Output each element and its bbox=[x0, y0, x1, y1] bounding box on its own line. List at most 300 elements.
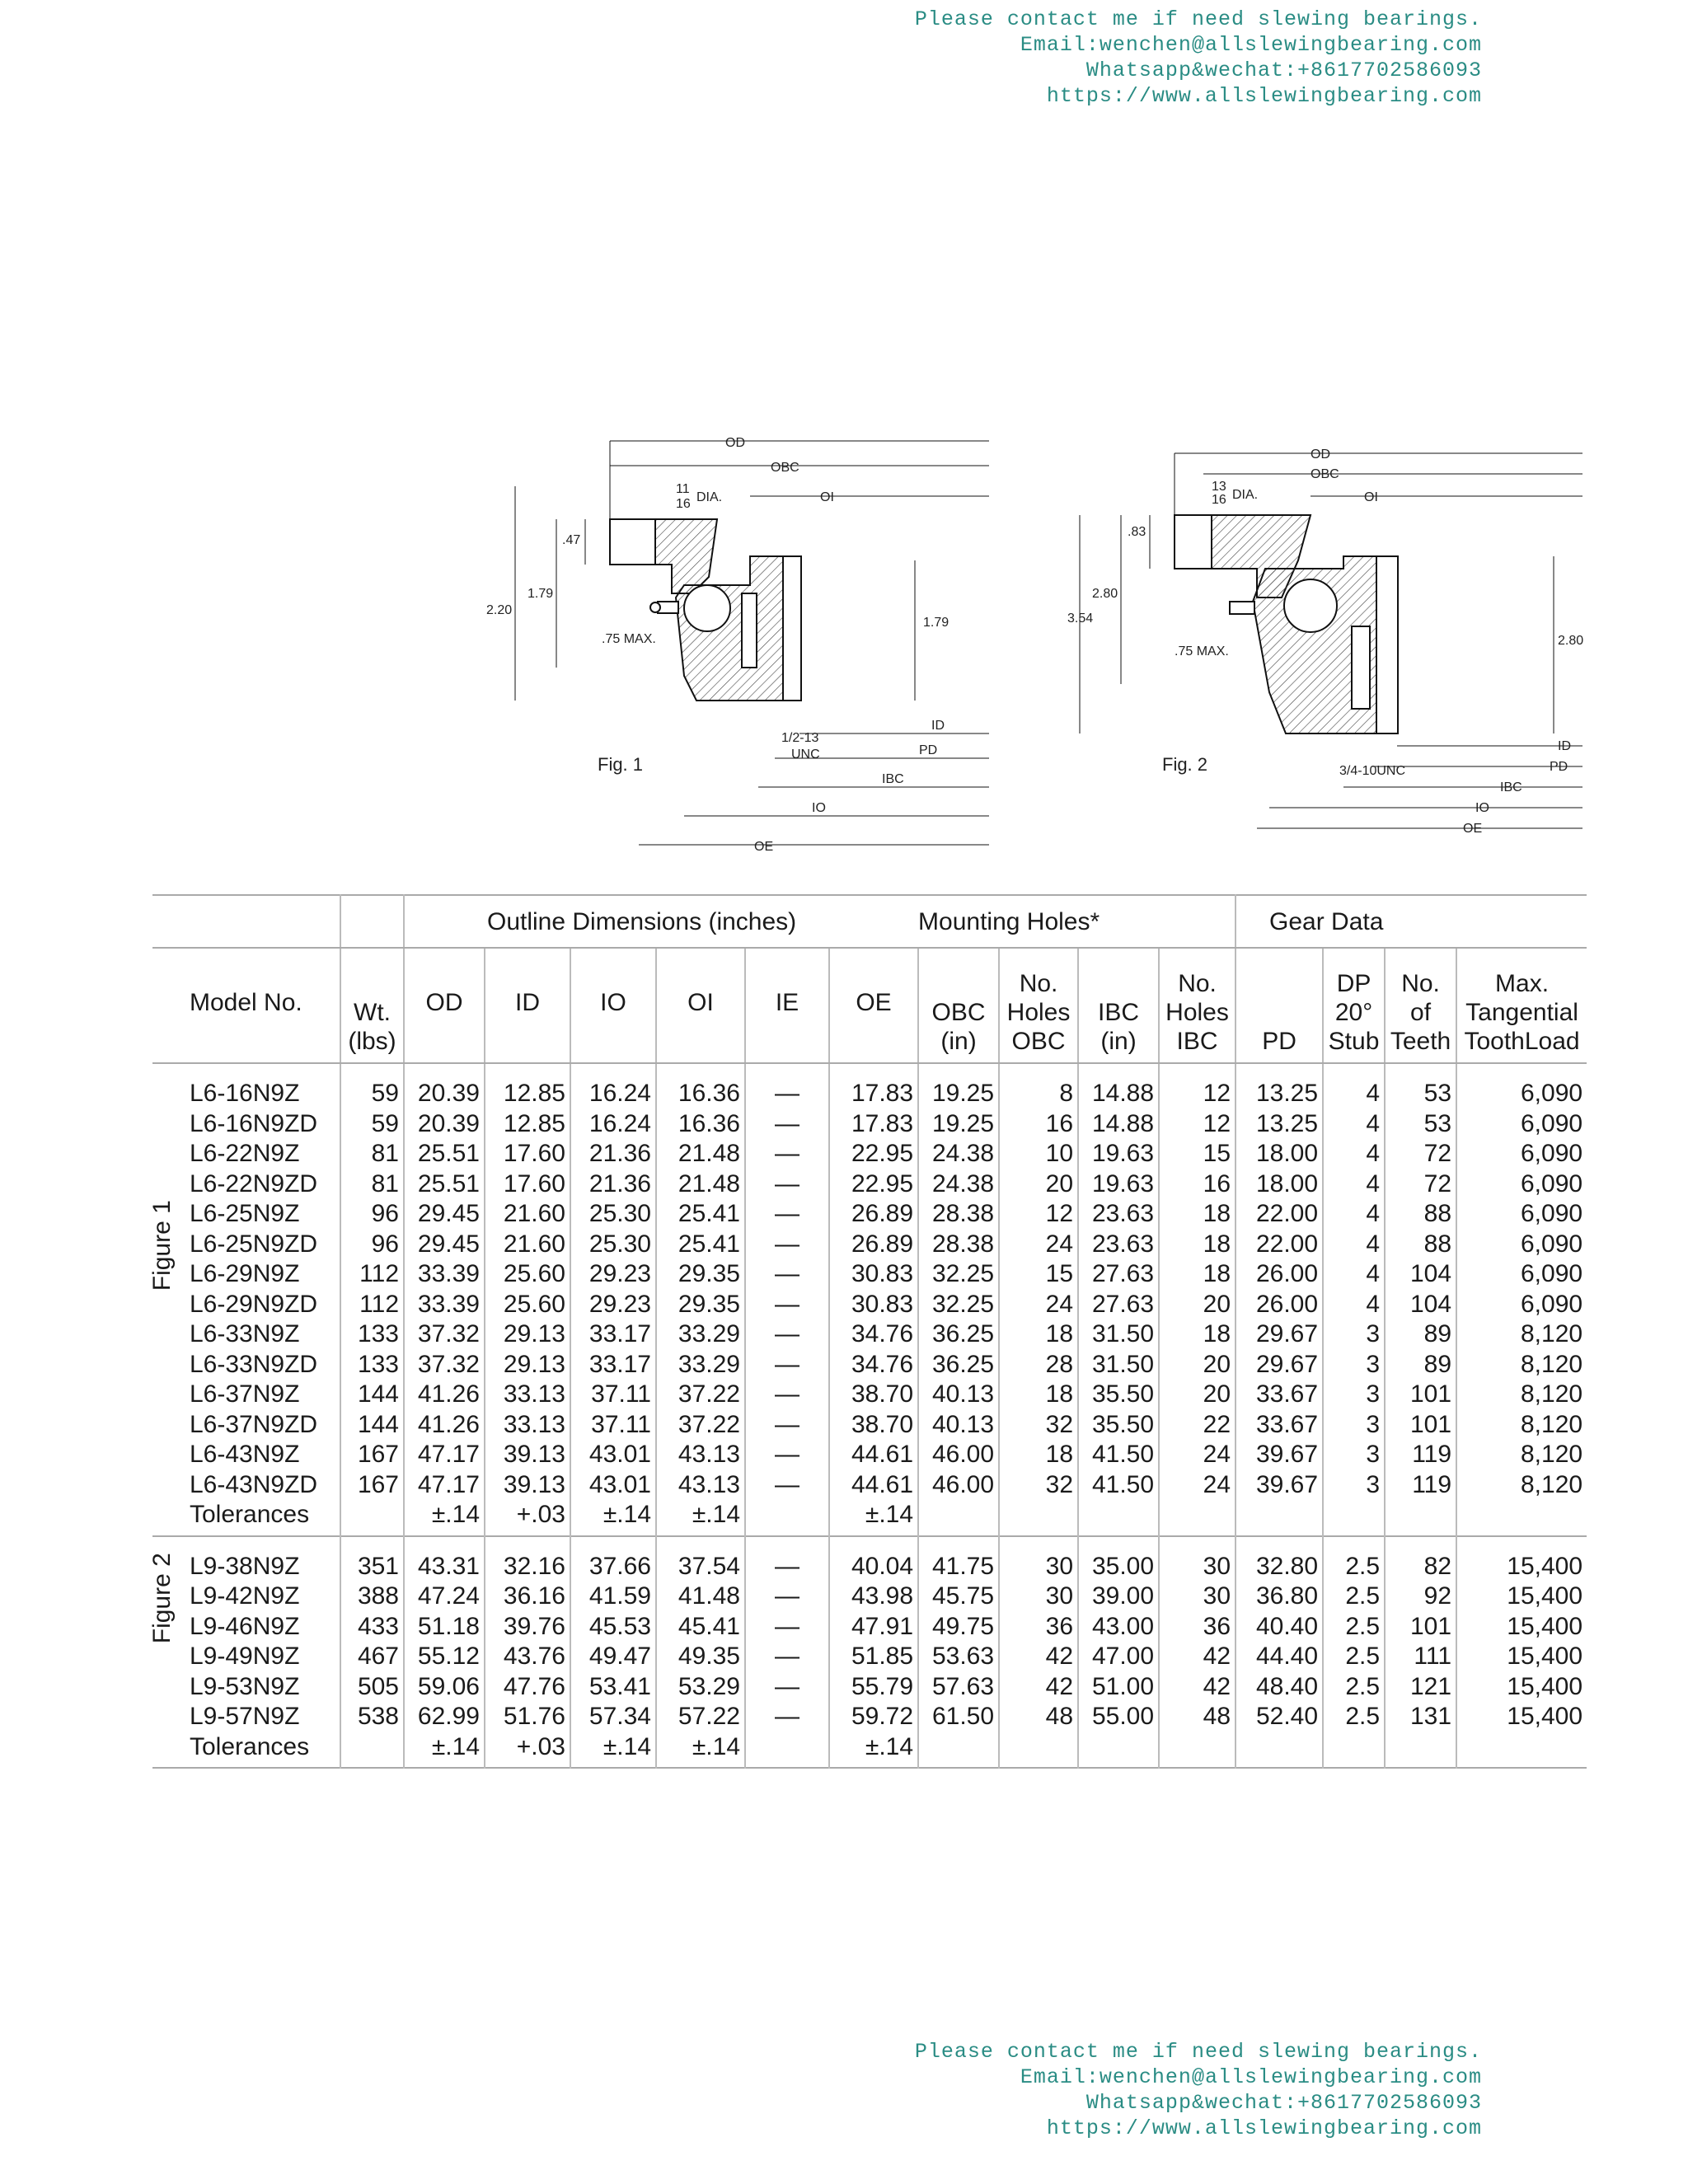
cell-model: L6-37N9Z bbox=[152, 1380, 340, 1410]
cell-oi: 43.13 bbox=[656, 1440, 745, 1470]
cell-holes-ibc: 15 bbox=[1159, 1139, 1236, 1169]
cell-load: 6,090 bbox=[1520, 1109, 1583, 1137]
cell-teeth: 53 bbox=[1385, 1063, 1456, 1109]
cell-wt: 388 bbox=[340, 1582, 404, 1612]
cell-model: L6-25N9ZD bbox=[152, 1230, 340, 1260]
fig1-dia-den: 16 bbox=[676, 497, 691, 511]
cell-dp: 3 bbox=[1323, 1350, 1385, 1380]
table-row bbox=[152, 1259, 1587, 1290]
cell-od: 20.39 bbox=[404, 1109, 485, 1140]
cell-dp bbox=[1323, 1500, 1385, 1536]
cell-ie: — bbox=[745, 1350, 829, 1380]
fig2-oe-label: OE bbox=[1463, 822, 1483, 836]
fig2-pd-label: PD bbox=[1550, 760, 1568, 774]
cell-obc: 46.00 bbox=[918, 1440, 999, 1470]
cell-dp: 3 bbox=[1323, 1440, 1385, 1470]
col-header-id: ID bbox=[485, 948, 570, 1063]
cell-oi: 41.48 bbox=[656, 1582, 745, 1612]
cell-ie: — bbox=[745, 1642, 829, 1672]
col-header-dp-line3: Stub bbox=[1328, 1028, 1380, 1055]
cell-model: Tolerances bbox=[152, 1732, 340, 1769]
cell-oe: 51.85 bbox=[829, 1642, 918, 1672]
cell-holes-obc: 10 bbox=[999, 1139, 1078, 1169]
cell-load: 6,090 bbox=[1520, 1260, 1583, 1287]
col-header-wt-line2: (lbs) bbox=[348, 1028, 396, 1055]
cell-od: 29.45 bbox=[404, 1199, 485, 1230]
fig1-od-label: OD bbox=[725, 436, 745, 450]
cell-obc: 36.25 bbox=[918, 1319, 999, 1350]
contact-whatsapp: Whatsapp&wechat:+8617702586093 bbox=[1085, 2091, 1482, 2115]
cell-dp: 3 bbox=[1323, 1319, 1385, 1350]
col-header-teeth-line1: No. bbox=[1401, 970, 1440, 997]
cell-io: 25.30 bbox=[570, 1230, 656, 1260]
cell-ibc: 23.63 bbox=[1078, 1230, 1159, 1260]
col-header-ibc-line1: IBC bbox=[1098, 999, 1140, 1026]
cell-oe: 17.83 bbox=[829, 1109, 918, 1140]
cell-ie: — bbox=[745, 1702, 829, 1732]
cell-ie: — bbox=[745, 1063, 829, 1109]
cell-teeth: 121 bbox=[1385, 1672, 1456, 1703]
cell-teeth: 72 bbox=[1385, 1169, 1456, 1200]
col-header-wt bbox=[340, 948, 404, 1063]
cell-teeth: 101 bbox=[1385, 1410, 1456, 1441]
cell-teeth: 119 bbox=[1385, 1440, 1456, 1470]
cell-pd: 48.40 bbox=[1236, 1672, 1323, 1703]
cell-obc bbox=[918, 1500, 999, 1536]
cell-dp: 4 bbox=[1323, 1109, 1385, 1140]
cell-model: L6-43N9Z bbox=[152, 1440, 340, 1470]
fig1-caption: Fig. 1 bbox=[598, 754, 644, 775]
cell-holes-ibc: 48 bbox=[1159, 1702, 1236, 1732]
cell-ibc: 14.88 bbox=[1078, 1109, 1159, 1140]
table-row bbox=[152, 1500, 1587, 1536]
fig2-ibc-label: IBC bbox=[1500, 780, 1522, 794]
cell-wt: 167 bbox=[340, 1470, 404, 1501]
cell-holes-ibc: 24 bbox=[1159, 1440, 1236, 1470]
col-header-pd: PD bbox=[1236, 948, 1323, 1063]
cell-model: L9-42N9Z bbox=[152, 1582, 340, 1612]
group-header-gear: Gear Data bbox=[1236, 895, 1587, 948]
table-row bbox=[152, 1290, 1587, 1320]
figure-1-drawing bbox=[486, 429, 1014, 865]
cell-oi: 29.35 bbox=[656, 1290, 745, 1320]
cell-ibc: 19.63 bbox=[1078, 1169, 1159, 1200]
cell-obc: 32.25 bbox=[918, 1259, 999, 1290]
cell-wt: 112 bbox=[340, 1290, 404, 1320]
fig2-thread-label: 3/4-10UNC bbox=[1339, 764, 1406, 778]
cell-wt: 505 bbox=[340, 1672, 404, 1703]
cell-ibc: 41.50 bbox=[1078, 1440, 1159, 1470]
cell-holes-obc: 18 bbox=[999, 1380, 1078, 1410]
cell-ie: — bbox=[745, 1536, 829, 1582]
group-header-blank bbox=[340, 895, 404, 948]
fig2-dia-num: 13 bbox=[1212, 480, 1226, 494]
cell-holes-obc bbox=[999, 1732, 1078, 1769]
cell-holes-obc: 30 bbox=[999, 1536, 1078, 1582]
cell-oi: 57.22 bbox=[656, 1702, 745, 1732]
cell-obc: 46.00 bbox=[918, 1470, 999, 1501]
cell-model: L6-33N9Z bbox=[152, 1319, 340, 1350]
cell-id: 33.13 bbox=[485, 1380, 570, 1410]
col-header-holes-ibc-line1: No. bbox=[1178, 970, 1217, 997]
cell-pd: 33.67 bbox=[1236, 1410, 1323, 1441]
cell-wt: 112 bbox=[340, 1259, 404, 1290]
cell-id: +.03 bbox=[485, 1500, 570, 1536]
cell-ie: — bbox=[745, 1470, 829, 1501]
cell-oi: 25.41 bbox=[656, 1199, 745, 1230]
cell-model: L6-16N9ZD bbox=[152, 1109, 340, 1140]
cell-od: 62.99 bbox=[404, 1702, 485, 1732]
cell-holes-obc: 12 bbox=[999, 1199, 1078, 1230]
cell-ie: — bbox=[745, 1440, 829, 1470]
cell-od: 47.17 bbox=[404, 1470, 485, 1501]
cell-pd: 22.00 bbox=[1236, 1230, 1323, 1260]
table-row bbox=[152, 1199, 1587, 1230]
col-header-holes-obc-line1: No. bbox=[1019, 970, 1058, 997]
cell-dp: 4 bbox=[1323, 1230, 1385, 1260]
cell-pd: 26.00 bbox=[1236, 1259, 1323, 1290]
cell-od: 25.51 bbox=[404, 1169, 485, 1200]
contact-block-top bbox=[915, 7, 1482, 109]
col-header-teeth bbox=[1385, 948, 1456, 1063]
col-header-holes-obc-line2: Holes bbox=[1006, 999, 1071, 1026]
cell-oi: 25.41 bbox=[656, 1230, 745, 1260]
cell-model: L6-22N9Z bbox=[152, 1139, 340, 1169]
figure-side-label: Figure 1 bbox=[148, 1200, 176, 1291]
fig1-oe-label: OE bbox=[754, 840, 774, 854]
cell-io: 16.24 bbox=[570, 1063, 656, 1109]
col-header-ibc-line2: (in) bbox=[1100, 1028, 1137, 1055]
cell-od: 25.51 bbox=[404, 1139, 485, 1169]
cell-ibc: 23.63 bbox=[1078, 1199, 1159, 1230]
cell-ie bbox=[745, 1732, 829, 1769]
fig1-obc-label: OBC bbox=[771, 461, 799, 475]
fig2-oi-label: OI bbox=[1364, 490, 1378, 504]
cell-pd: 13.25 bbox=[1236, 1063, 1323, 1109]
fig1-unc-label: UNC bbox=[791, 748, 820, 762]
col-header-wt-line1: Wt. bbox=[354, 999, 391, 1026]
cell-obc: 57.63 bbox=[918, 1672, 999, 1703]
cell-ie: — bbox=[745, 1259, 829, 1290]
cell-obc: 61.50 bbox=[918, 1702, 999, 1732]
col-header-obc-line1: OBC bbox=[931, 999, 986, 1026]
cell-load: 8,120 bbox=[1520, 1470, 1583, 1498]
contact-line-1: Please contact me if need slewing bearings. bbox=[914, 2040, 1482, 2064]
col-header-obc bbox=[918, 948, 999, 1063]
cell-load: 8,120 bbox=[1520, 1350, 1583, 1378]
cell-holes-obc: 32 bbox=[999, 1410, 1078, 1441]
fig1-pd-label: PD bbox=[919, 743, 938, 757]
cell-oe: 44.61 bbox=[829, 1440, 918, 1470]
cell-ibc bbox=[1078, 1732, 1159, 1769]
contact-block-bottom bbox=[915, 2039, 1482, 2141]
cell-od: 37.32 bbox=[404, 1350, 485, 1380]
col-header-ie: IE bbox=[745, 948, 829, 1063]
cell-io: 33.17 bbox=[570, 1319, 656, 1350]
cell-io: 53.41 bbox=[570, 1672, 656, 1703]
cell-teeth: 131 bbox=[1385, 1702, 1456, 1732]
cell-pd: 52.40 bbox=[1236, 1702, 1323, 1732]
cell-load: 6,090 bbox=[1520, 1140, 1583, 1167]
cell-dp: 4 bbox=[1323, 1199, 1385, 1230]
cell-oe: 34.76 bbox=[829, 1350, 918, 1380]
cell-io: 43.01 bbox=[570, 1440, 656, 1470]
cell-od: 20.39 bbox=[404, 1063, 485, 1109]
cell-holes-ibc: 16 bbox=[1159, 1169, 1236, 1200]
cell-pd: 18.00 bbox=[1236, 1139, 1323, 1169]
cell-load: 15,400 bbox=[1507, 1612, 1583, 1640]
cell-pd: 36.80 bbox=[1236, 1582, 1323, 1612]
cell-holes-obc: 36 bbox=[999, 1612, 1078, 1643]
cell-oe: 22.95 bbox=[829, 1169, 918, 1200]
cell-holes-ibc: 20 bbox=[1159, 1290, 1236, 1320]
figure-2-drawing bbox=[1067, 429, 1599, 865]
cell-oe: 17.83 bbox=[829, 1063, 918, 1109]
cell-ibc: 51.00 bbox=[1078, 1672, 1159, 1703]
col-header-dp-line1: DP bbox=[1336, 970, 1372, 997]
cell-od: ±.14 bbox=[404, 1732, 485, 1769]
figure-side-label: Figure 2 bbox=[148, 1552, 176, 1643]
cell-dp: 2.5 bbox=[1323, 1642, 1385, 1672]
cell-pd: 39.67 bbox=[1236, 1440, 1323, 1470]
cell-od: 43.31 bbox=[404, 1536, 485, 1582]
table-row bbox=[152, 1702, 1587, 1732]
cell-model: L6-29N9Z Figure 1 bbox=[152, 1259, 340, 1290]
cell-oe: ±.14 bbox=[829, 1732, 918, 1769]
cell-obc: 28.38 bbox=[918, 1199, 999, 1230]
cell-wt: 96 bbox=[340, 1199, 404, 1230]
cell-id: 21.60 bbox=[485, 1199, 570, 1230]
table-row bbox=[152, 1582, 1587, 1612]
cell-obc: 40.13 bbox=[918, 1410, 999, 1441]
fig1-h47-label: .47 bbox=[562, 533, 581, 547]
cell-oe: 38.70 bbox=[829, 1410, 918, 1441]
table-section-figure-1 bbox=[148, 1063, 1587, 1536]
cell-ibc: 35.00 bbox=[1078, 1536, 1159, 1582]
cell-oe: 22.95 bbox=[829, 1139, 918, 1169]
cell-id: 12.85 bbox=[485, 1063, 570, 1109]
cell-holes-obc: 16 bbox=[999, 1109, 1078, 1140]
cell-od: 29.45 bbox=[404, 1230, 485, 1260]
cell-holes-ibc bbox=[1159, 1732, 1236, 1769]
contact-whatsapp: Whatsapp&wechat:+8617702586093 bbox=[1085, 59, 1482, 82]
cell-obc: 19.25 bbox=[918, 1063, 999, 1109]
cell-holes-obc: 42 bbox=[999, 1642, 1078, 1672]
cell-dp bbox=[1323, 1732, 1385, 1769]
fig1-oi-label: OI bbox=[820, 490, 834, 504]
cell-model: L9-49N9Z bbox=[152, 1642, 340, 1672]
fig1-h220-label: 2.20 bbox=[486, 603, 513, 617]
cell-io: ±.14 bbox=[570, 1732, 656, 1769]
col-header-teeth-line3: Teeth bbox=[1390, 1028, 1451, 1055]
cell-model: L6-29N9ZD bbox=[152, 1290, 340, 1320]
cell-obc bbox=[918, 1732, 999, 1769]
cell-obc: 53.63 bbox=[918, 1642, 999, 1672]
cell-obc: 24.38 bbox=[918, 1139, 999, 1169]
cell-holes-ibc: 30 bbox=[1159, 1582, 1236, 1612]
cell-holes-obc: 15 bbox=[999, 1259, 1078, 1290]
cell-dp: 2.5 bbox=[1323, 1582, 1385, 1612]
cell-load: 6,090 bbox=[1520, 1169, 1583, 1197]
cell-dp: 2.5 bbox=[1323, 1612, 1385, 1643]
cell-wt bbox=[340, 1732, 404, 1769]
cell-od: 41.26 bbox=[404, 1410, 485, 1441]
fig1-dia-num: 11 bbox=[676, 482, 690, 496]
col-header-load-line2: Tangential bbox=[1465, 999, 1578, 1026]
cell-id: 39.76 bbox=[485, 1612, 570, 1643]
cell-ibc: 47.00 bbox=[1078, 1642, 1159, 1672]
table-row bbox=[152, 1470, 1587, 1501]
cell-pd bbox=[1236, 1500, 1323, 1536]
cell-wt: 59 bbox=[340, 1063, 404, 1109]
cell-io: 57.34 bbox=[570, 1702, 656, 1732]
cell-oe: 34.76 bbox=[829, 1319, 918, 1350]
cell-pd: 33.67 bbox=[1236, 1380, 1323, 1410]
cell-teeth: 88 bbox=[1385, 1199, 1456, 1230]
col-header-holes-ibc-line2: Holes bbox=[1165, 999, 1229, 1026]
fig1-id-label: ID bbox=[931, 719, 945, 733]
cell-model: L6-16N9Z bbox=[152, 1063, 340, 1109]
cell-obc: 28.38 bbox=[918, 1230, 999, 1260]
fig1-ibc-label: IBC bbox=[882, 772, 904, 786]
table-row bbox=[152, 1169, 1587, 1200]
cell-oi: 45.41 bbox=[656, 1612, 745, 1643]
cell-od: ±.14 bbox=[404, 1500, 485, 1536]
cell-wt: 433 bbox=[340, 1612, 404, 1643]
cell-holes-obc: 48 bbox=[999, 1702, 1078, 1732]
cell-model: L6-33N9ZD bbox=[152, 1350, 340, 1380]
cell-io: 43.01 bbox=[570, 1470, 656, 1501]
cell-obc: 40.13 bbox=[918, 1380, 999, 1410]
cell-wt: 133 bbox=[340, 1319, 404, 1350]
table-row bbox=[152, 1440, 1587, 1470]
cell-load bbox=[1456, 1732, 1587, 1769]
cell-ibc: 27.63 bbox=[1078, 1290, 1159, 1320]
cell-obc: 24.38 bbox=[918, 1169, 999, 1200]
cell-id: 25.60 bbox=[485, 1290, 570, 1320]
cell-dp: 3 bbox=[1323, 1380, 1385, 1410]
cell-pd: 26.00 bbox=[1236, 1290, 1323, 1320]
cell-obc: 49.75 bbox=[918, 1612, 999, 1643]
group-header-blank bbox=[152, 895, 340, 948]
cell-model: L6-43N9ZD bbox=[152, 1470, 340, 1501]
cell-id: 17.60 bbox=[485, 1169, 570, 1200]
cell-holes-obc: 20 bbox=[999, 1169, 1078, 1200]
cell-teeth: 89 bbox=[1385, 1350, 1456, 1380]
cell-load: 6,090 bbox=[1520, 1200, 1583, 1227]
cell-oi: 16.36 bbox=[656, 1063, 745, 1109]
cell-ibc: 41.50 bbox=[1078, 1470, 1159, 1501]
cell-holes-obc: 28 bbox=[999, 1350, 1078, 1380]
cell-pd: 44.40 bbox=[1236, 1642, 1323, 1672]
col-header-holes-ibc-line3: IBC bbox=[1176, 1028, 1218, 1055]
table-row bbox=[152, 1063, 1587, 1109]
cell-wt: 351 bbox=[340, 1536, 404, 1582]
col-header-model: Model No. bbox=[152, 948, 340, 1063]
cell-holes-ibc: 30 bbox=[1159, 1536, 1236, 1582]
contact-website: https://www.allslewingbearing.com bbox=[1046, 2116, 1482, 2140]
cell-teeth: 111 bbox=[1385, 1642, 1456, 1672]
ball-element bbox=[1284, 579, 1337, 632]
cell-ibc bbox=[1078, 1500, 1159, 1536]
cell-ibc: 39.00 bbox=[1078, 1582, 1159, 1612]
cell-load: 8,120 bbox=[1520, 1410, 1583, 1438]
cell-pd: 32.80 bbox=[1236, 1536, 1323, 1582]
cell-ie: — bbox=[745, 1380, 829, 1410]
cell-id: 51.76 bbox=[485, 1702, 570, 1732]
col-header-io: IO bbox=[570, 948, 656, 1063]
col-header-dp-line2: 20° bbox=[1334, 999, 1373, 1026]
cell-ibc: 27.63 bbox=[1078, 1259, 1159, 1290]
cell-ie: — bbox=[745, 1582, 829, 1612]
cell-model: L6-22N9ZD bbox=[152, 1169, 340, 1200]
fig2-od-label: OD bbox=[1311, 448, 1330, 462]
col-header-holes-ibc bbox=[1159, 948, 1236, 1063]
cell-model: L9-57N9Z bbox=[152, 1702, 340, 1732]
cell-wt bbox=[340, 1500, 404, 1536]
cell-oi: 29.35 bbox=[656, 1259, 745, 1290]
col-header-oe: OE bbox=[829, 948, 918, 1063]
fig1-r179-label: 1.79 bbox=[923, 616, 950, 630]
cell-load: 8,120 bbox=[1520, 1380, 1583, 1408]
cell-holes-obc: 32 bbox=[999, 1470, 1078, 1501]
cell-pd: 22.00 bbox=[1236, 1199, 1323, 1230]
cell-od: 55.12 bbox=[404, 1642, 485, 1672]
cell-od: 47.24 bbox=[404, 1582, 485, 1612]
table-row bbox=[152, 1139, 1587, 1169]
cell-wt: 133 bbox=[340, 1350, 404, 1380]
cell-io: 49.47 bbox=[570, 1642, 656, 1672]
cell-load bbox=[1456, 1500, 1587, 1536]
table-row bbox=[152, 1642, 1587, 1672]
fig1-thread-label: 1/2-13 bbox=[781, 731, 819, 745]
cell-holes-ibc: 20 bbox=[1159, 1350, 1236, 1380]
col-header-load-line3: ToothLoad bbox=[1464, 1028, 1580, 1055]
cell-od: 59.06 bbox=[404, 1672, 485, 1703]
cell-id: 29.13 bbox=[485, 1319, 570, 1350]
fig2-r280-label: 2.80 bbox=[1558, 634, 1584, 648]
cell-model: L9-53N9Z bbox=[152, 1672, 340, 1703]
cell-oi: ±.14 bbox=[656, 1500, 745, 1536]
cell-ibc: 31.50 bbox=[1078, 1319, 1159, 1350]
cell-teeth: 82 bbox=[1385, 1536, 1456, 1582]
cell-wt: 96 bbox=[340, 1230, 404, 1260]
cell-oe: ±.14 bbox=[829, 1500, 918, 1536]
cell-teeth: 88 bbox=[1385, 1230, 1456, 1260]
table-row bbox=[152, 1230, 1587, 1260]
cell-dp: 3 bbox=[1323, 1470, 1385, 1501]
contact-line-1: Please contact me if need slewing bearings. bbox=[914, 7, 1482, 31]
cell-holes-ibc: 24 bbox=[1159, 1470, 1236, 1501]
cell-model: L9-38N9Z bbox=[152, 1536, 340, 1582]
cell-holes-obc: 42 bbox=[999, 1672, 1078, 1703]
fig1-h179-label: 1.79 bbox=[528, 587, 554, 601]
fig2-dia-den: 16 bbox=[1212, 493, 1226, 507]
fig2-h280-label: 2.80 bbox=[1092, 587, 1118, 601]
cell-pd: 13.25 bbox=[1236, 1109, 1323, 1140]
cell-teeth: 101 bbox=[1385, 1380, 1456, 1410]
cell-ie bbox=[745, 1500, 829, 1536]
cell-pd: 29.67 bbox=[1236, 1350, 1323, 1380]
fig1-max-label: .75 MAX. bbox=[602, 632, 656, 646]
cell-oi: 43.13 bbox=[656, 1470, 745, 1501]
cell-id: 33.13 bbox=[485, 1410, 570, 1441]
figure-1-svg bbox=[486, 429, 1014, 865]
cell-io: 37.66 bbox=[570, 1536, 656, 1582]
cell-load: 6,090 bbox=[1520, 1290, 1583, 1318]
cell-dp: 2.5 bbox=[1323, 1536, 1385, 1582]
cell-holes-ibc: 18 bbox=[1159, 1230, 1236, 1260]
